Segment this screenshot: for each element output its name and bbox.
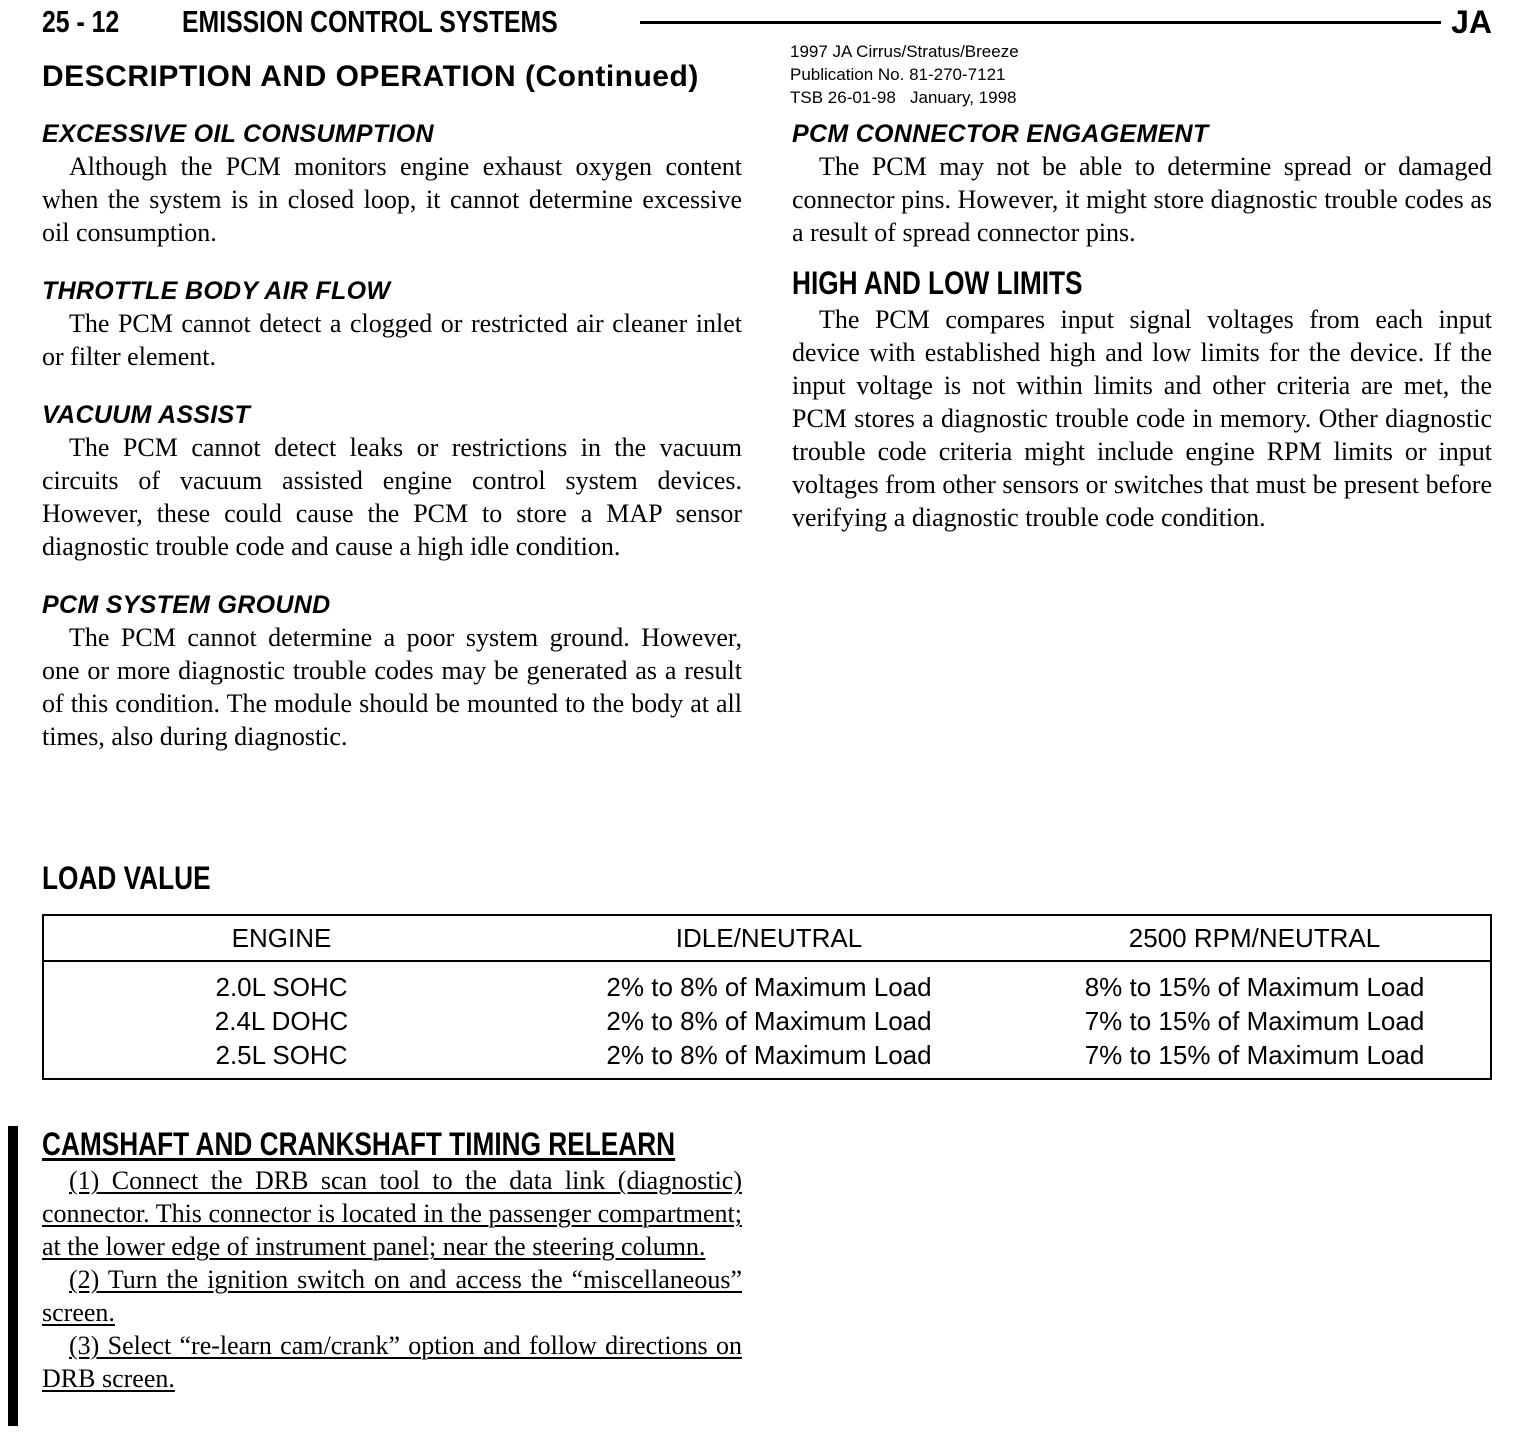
text-excessive-oil: Although the PCM monitors engine exhaust oxygen content when the system is in closed loop, it cannot determine excessive oil consumption. [42,152,742,247]
column-header: IDLE/NEUTRAL [675,922,863,953]
chapter-title: EMISSION CONTROL SYSTEMS [182,4,558,39]
relearn-title: CAMSHAFT AND CRANKSHAFT TIMING RELEARN [42,1126,676,1162]
revision-change-bar [8,1126,18,1426]
load-value-table [42,914,1492,1080]
heading-throttle-body: THROTTLE BODY AIR FLOW [42,277,391,305]
relearn-steps [42,1164,742,1395]
right-column [792,118,1492,534]
heading-high-low-limits: HIGH AND LOW LIMITS [792,265,1083,301]
section-title: DESCRIPTION AND OPERATION (Continued) [42,60,699,93]
table-cell: 2% to 8% of Maximum Load [606,1039,932,1070]
text-throttle-body: The PCM cannot detect a clogged or restricted air cleaner inlet or filter element. [42,309,742,371]
heading-vacuum-assist: VACUUM ASSIST [42,401,251,429]
left-column [42,118,742,753]
table-cell: 2.5L SOHC [215,1039,348,1070]
heading-excessive-oil: EXCESSIVE OIL CONSUMPTION [42,120,434,148]
text-pcm-ground: The PCM cannot determine a poor system ground. However, one or more diagnostic trouble codes may be generated as a result of this condition. The module should be mounted to the body at all times, also during diagnostic. [42,623,742,751]
text-pcm-connector: The PCM may not be able to determine spread or damaged connector pins. However, it might store diagnostic trouble codes as a result of spread connector pins. [792,152,1492,247]
table-cell: 7% to 15% of Maximum Load [1084,1039,1425,1070]
relearn-step-3: (3) Select “re-learn cam/crank” option and follow directions on DRB screen. [42,1331,742,1393]
publication-info [790,40,1019,109]
publication-line-1: 1997 JA Cirrus/Stratus/Breeze [790,42,1019,61]
table-cell: 2% to 8% of Maximum Load [606,971,932,1002]
header-rule [640,21,1441,24]
table-cell: 2% to 8% of Maximum Load [606,1005,932,1036]
table-cell: 2.4L DOHC [214,1005,349,1036]
table-header [44,916,1490,962]
table-cell: 7% to 15% of Maximum Load [1084,1005,1425,1036]
publication-line-3: TSB 26-01-98 January, 1998 [790,88,1017,107]
text-high-low-limits: The PCM compares input signal voltages from each input device with established high and low limits for the device. If the input voltage is not within limits and other criteria are met, the PCM stores a diagnostic trouble code in memory. Other diagnostic trouble code criteria might include engine RPM limits or input voltages from other sensors or switches that must be present before verifying a diagnostic trouble code condition. [792,305,1492,532]
page-header [42,4,1492,40]
heading-pcm-connector: PCM CONNECTOR ENGAGEMENT [792,120,1209,148]
load-value-title: LOAD VALUE [42,860,211,896]
column-header: 2500 RPM/NEUTRAL [1128,922,1381,953]
table-cell: 2.0L SOHC [215,971,348,1002]
table-row [44,970,1490,1004]
table-row [44,1038,1490,1072]
page-number: 25 - 12 [42,4,120,39]
text-vacuum-assist: The PCM cannot detect leaks or restrictions in the vacuum circuits of vacuum assisted engine control system devices. However, these could cause the PCM to store a MAP sensor diagnostic trouble code and cause a high idle condition. [42,433,742,561]
relearn-step-2: (2) Turn the ignition switch on and access the “miscellaneous” screen. [42,1265,742,1327]
column-header: ENGINE [231,922,332,953]
table-row [44,1004,1490,1038]
heading-pcm-ground: PCM SYSTEM GROUND [42,591,331,619]
model-code: JA [1451,3,1492,40]
publication-line-2: Publication No. 81-270-7121 [790,65,1006,84]
relearn-step-1: (1) Connect the DRB scan tool to the data link (diagnostic) connector. This connector is located in the passenger compartment; at the lower edge of instrument panel; near the steering column. [42,1166,742,1261]
table-cell: 8% to 15% of Maximum Load [1084,971,1425,1002]
